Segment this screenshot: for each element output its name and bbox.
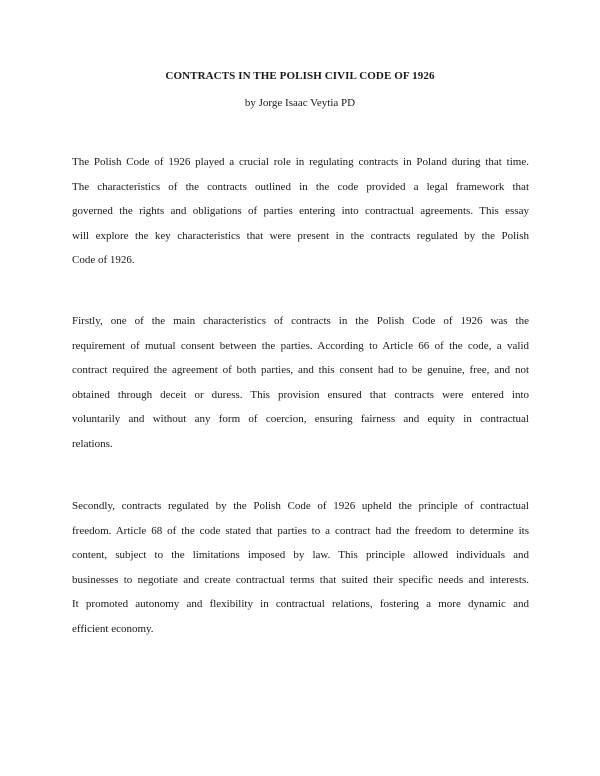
paragraph-introduction [72,150,529,273]
paragraph-line: The Polish Code of 1926 played a crucial role in regulating contracts in Poland during that time. [72,156,529,168]
paragraph-mutual-consent [72,309,529,456]
paragraph-line: Code of 1926. [72,254,135,266]
paragraph-line: Secondly, contracts regulated by the Polish Code of 1926 upheld the principle of contractual [72,500,529,512]
paragraph-line: contract required the agreement of both parties, and this consent had to be genuine, free, and not [72,364,529,376]
paragraph-line: It promoted autonomy and flexibility in contractual relations, fostering a more dynamic and [72,598,529,610]
paragraph-line: obtained through deceit or duress. This provision ensured that contracts were entered into [72,388,529,401]
paragraph-line: governed the rights and obligations of parties entering into contractual agreements. This essay [72,205,529,217]
paragraph-line: requirement of mutual consent between the parties. According to Article 66 of the code, a valid [72,339,529,352]
paragraph-line: content, subject to the limitations imposed by law. This principle allowed individuals and [72,549,529,561]
paragraph-line: businesses to negotiate and create contractual terms that suited their specific needs and interests. [72,573,529,586]
paragraph-line: voluntarily and without any form of coercion, ensuring fairness and equity in contractual [72,413,529,425]
paragraph-line: Firstly, one of the main characteristics of contracts in the Polish Code of 1926 was the [72,315,529,327]
paragraph-line: efficient economy. [72,622,154,635]
document-title: CONTRACTS IN THE POLISH CIVIL CODE OF 1926 [165,70,435,82]
document-author: by Jorge Isaac Veytia PD [244,97,356,109]
paragraph-line: freedom. Article 68 of the code stated that parties to a contract had the freedom to determine its [72,524,529,537]
paragraph-line: will explore the key characteristics that were present in the contracts regulated by the Polish [72,229,529,242]
paragraph-line: The characteristics of the contracts outlined in the code provided a legal framework that [72,180,529,193]
paragraph-contractual-freedom [72,494,529,641]
paragraph-line: relations. [72,437,113,450]
